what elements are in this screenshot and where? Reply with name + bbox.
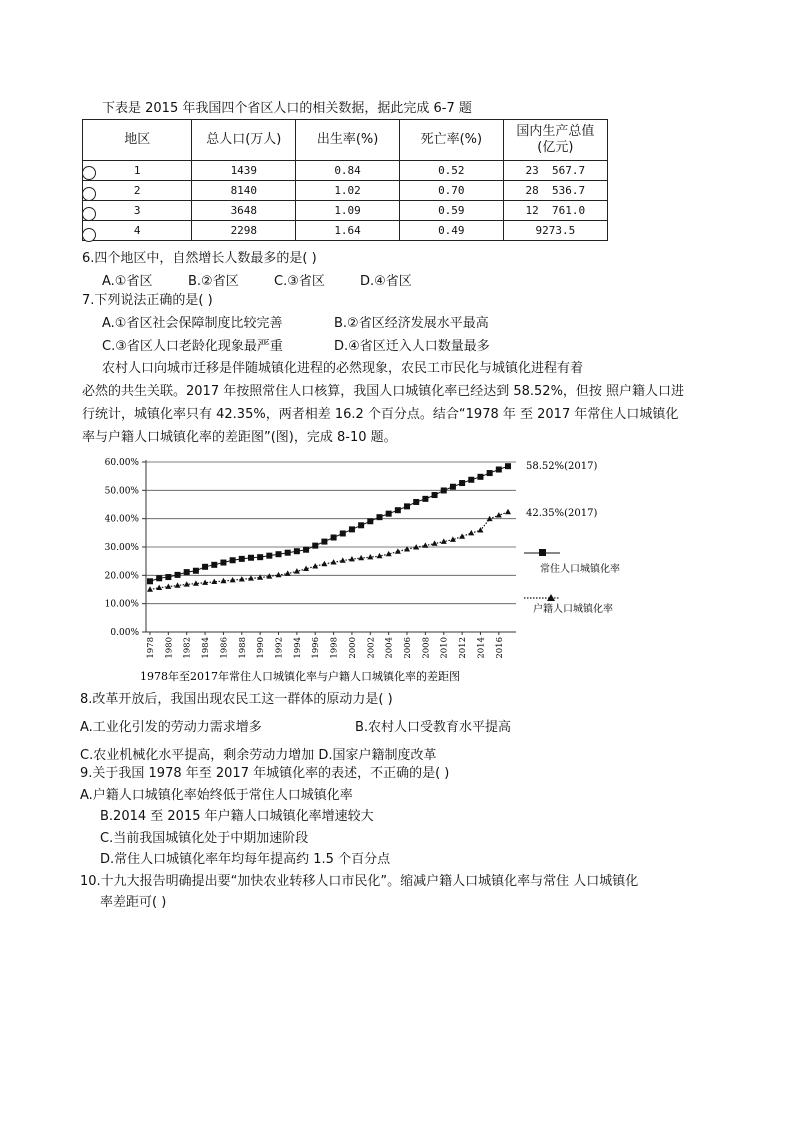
y-axis-ticks	[105, 458, 146, 638]
x-tick-label: 2016	[494, 637, 505, 659]
option-b[interactable]: B.2014 至 2015 年户籍人口城镇化率增速较大	[100, 809, 374, 824]
data-point-square	[340, 530, 346, 536]
x-tick-label: 1998	[329, 637, 340, 659]
data-point-square	[450, 484, 456, 490]
option-c[interactable]: C.③省区	[274, 274, 325, 289]
x-tick-label: 1984	[201, 637, 212, 659]
population-table	[82, 119, 608, 241]
x-tick-label: 2012	[458, 637, 469, 659]
question-stem: 7.下列说法正确的是( )	[82, 293, 213, 308]
data-point-square	[285, 550, 291, 556]
data-point-square	[239, 556, 245, 562]
passage-8-10	[82, 357, 684, 449]
question-7	[82, 289, 490, 358]
option-c[interactable]: C.当前我国城镇化处于中期加速阶段	[100, 830, 309, 846]
data-point-square	[395, 507, 401, 513]
annotation-2017-hukou: 42.35%(2017)	[526, 508, 598, 519]
x-tick-label: 1978	[146, 637, 156, 659]
x-tick-label: 1990	[256, 637, 267, 659]
data-point-square	[376, 514, 382, 520]
data-point-triangle	[175, 582, 181, 587]
cell-region: 1	[83, 161, 192, 181]
data-point-triangle	[340, 557, 346, 562]
question-stem: 10.十九大报告明确提出要“加快农业转移人口市民化”。缩减户籍人口城镇化率与常住 人口城镇化	[80, 874, 639, 889]
cell-birth-rate: 1.64	[296, 221, 400, 241]
passage-line: 必然的共生关联。2017 年按照常住人口核算，我国人口城镇化率已经达到 58.52%，但按 照户籍人口进	[82, 384, 685, 399]
data-point-square	[413, 499, 419, 505]
question-stem-cont: 率差距可( )	[100, 895, 167, 910]
table-row	[83, 221, 608, 241]
option-a[interactable]: A.①省区社会保障制度比较完善	[102, 316, 283, 331]
annotation-2017-resident: 58.52%(2017)	[526, 461, 598, 472]
x-tick-label: 2004	[384, 637, 395, 659]
x-tick-label: 2010	[439, 637, 450, 659]
x-tick-label: 1986	[219, 637, 230, 659]
chart-title: 1978年至2017年常住人口城镇化率与户籍人口城镇化率的差距图	[140, 670, 460, 683]
option-a[interactable]: A.工业化引发的劳动力需求增多	[80, 720, 262, 735]
passage-line: 率与户籍人口城镇化率的差距图”(图)，完成 8-10 题。	[82, 430, 397, 445]
option-d[interactable]: D.国家户籍制度改革	[318, 748, 437, 763]
data-point-square	[422, 496, 428, 502]
data-point-square	[312, 543, 318, 549]
data-point-triangle	[165, 583, 171, 588]
data-point-triangle	[147, 586, 153, 591]
data-point-square	[367, 518, 373, 524]
x-axis-ticks	[146, 632, 505, 659]
data-point-square	[303, 547, 309, 553]
y-tick-label: 60.00%	[104, 458, 139, 468]
y-tick-label: 30.00%	[104, 543, 139, 553]
data-point-triangle	[349, 556, 355, 561]
header-region: 地区	[83, 120, 192, 161]
header-death-rate: 死亡率(%)	[399, 120, 503, 161]
question-9	[80, 763, 449, 871]
data-point-square	[386, 511, 392, 517]
data-point-square	[147, 578, 153, 584]
data-point-triangle	[358, 555, 364, 560]
legend-marker-square	[539, 549, 546, 556]
cell-gdp: 28 536.7	[503, 181, 607, 201]
data-point-triangle	[248, 575, 254, 580]
option-b[interactable]: B.农村人口受教育水平提高	[355, 720, 512, 735]
data-point-square	[294, 548, 300, 554]
x-tick-label: 1980	[164, 637, 175, 659]
question-8	[80, 688, 511, 767]
data-point-square	[248, 555, 254, 561]
option-d[interactable]: D.④省区	[360, 274, 412, 289]
data-point-triangle	[468, 530, 474, 535]
row-marker-circle	[82, 207, 96, 221]
data-point-square	[404, 503, 410, 509]
y-tick-label: 50.00%	[104, 486, 139, 497]
data-point-square	[496, 467, 502, 473]
chart-series	[147, 463, 511, 592]
x-tick-label: 2000	[347, 637, 358, 659]
data-point-triangle	[432, 540, 438, 545]
row-marker-circle	[82, 228, 96, 242]
data-point-triangle	[321, 561, 327, 566]
option-c[interactable]: C.农业机械化水平提高，剩余劳动力增加	[80, 748, 315, 763]
option-b[interactable]: B.②省区	[188, 274, 239, 289]
cell-death-rate: 0.59	[399, 201, 503, 221]
urbanization-chart	[90, 452, 650, 687]
option-d[interactable]: D.常住人口城镇化率年均每年提高约 1.5 个百分点	[100, 852, 391, 867]
data-point-square	[349, 526, 355, 532]
y-tick-label: 0.00%	[110, 628, 139, 638]
row-marker-circle	[82, 166, 96, 180]
data-point-triangle	[285, 570, 291, 575]
data-point-square	[184, 569, 190, 575]
data-point-triangle	[266, 573, 272, 578]
data-point-square	[220, 560, 226, 566]
row-marker-circle	[82, 187, 96, 201]
data-point-triangle	[422, 542, 428, 547]
data-point-square	[468, 477, 474, 483]
data-point-triangle	[331, 559, 337, 564]
cell-death-rate: 0.52	[399, 161, 503, 181]
header-gdp: 国内生产总值 (亿元)	[503, 120, 607, 161]
x-tick-label: 2006	[403, 637, 414, 659]
y-tick-label: 10.00%	[104, 599, 139, 610]
data-point-square	[321, 539, 327, 545]
cell-death-rate: 0.70	[399, 181, 503, 201]
table-row	[83, 201, 608, 221]
cell-population: 2298	[192, 221, 296, 241]
data-point-square	[230, 557, 236, 563]
data-point-square	[441, 487, 447, 493]
question-stem: 8.改革开放后，我国出现农民工这一群体的原动力是( )	[80, 692, 393, 707]
question-stem: 9.关于我国 1978 年至 2017 年城镇化率的表述，不正确的是( )	[80, 766, 450, 781]
question-6	[82, 247, 412, 293]
data-point-square	[331, 535, 337, 541]
x-tick-label: 1992	[274, 637, 285, 659]
data-point-square	[459, 480, 465, 486]
option-a[interactable]: A.①省区	[102, 274, 153, 289]
cell-population: 1439	[192, 161, 296, 181]
x-tick-label: 1994	[292, 637, 303, 659]
x-tick-label: 2014	[476, 637, 487, 659]
x-tick-label: 1982	[182, 637, 193, 659]
data-point-square	[266, 553, 272, 559]
cell-population: 3648	[192, 201, 296, 221]
intro-6-7: 下表是 2015 年我国四个省区人口的相关数据，据此完成 6-7 题	[102, 101, 472, 116]
question-stem: 6.四个地区中，自然增长人数最多的是( )	[82, 251, 317, 266]
cell-gdp: 9273.5	[503, 221, 607, 241]
question-10	[80, 871, 638, 913]
option-d[interactable]: D.④省区迁入人口数量最多	[334, 339, 490, 354]
cell-region: 2	[83, 181, 192, 201]
data-point-square	[211, 562, 217, 568]
x-tick-label: 1988	[237, 637, 248, 659]
table-row	[83, 161, 608, 181]
x-tick-label: 2002	[366, 637, 377, 659]
data-point-triangle	[156, 585, 162, 590]
cell-birth-rate: 1.09	[296, 201, 400, 221]
option-a[interactable]: A.户籍人口城镇化率始终低于常住人口城镇化率	[80, 787, 353, 803]
cell-birth-rate: 0.84	[296, 161, 400, 181]
passage-line: 行统计，城镇化率只有 42.35%，两者相差 16.2 个百分点。结合“1978 年 至 2017 年常住人口城镇化	[82, 407, 679, 422]
option-b[interactable]: B.②省区经济发展水平最高	[334, 316, 489, 331]
data-point-square	[156, 575, 162, 581]
x-tick-label: 1996	[311, 637, 322, 659]
cell-death-rate: 0.49	[399, 221, 503, 241]
y-tick-label: 40.00%	[104, 514, 139, 525]
legend-label-resident: 常住人口城镇化率	[540, 564, 620, 575]
data-point-square	[487, 470, 493, 476]
table-header-row	[83, 120, 608, 161]
option-c[interactable]: C.③省区人口老龄化现象最严重	[102, 339, 283, 354]
table-row	[83, 181, 608, 201]
passage-line: 农村人口向城市迁移是伴随城镇化进程的必然现象，农民工市民化与城镇化进程有着	[102, 361, 584, 376]
cell-birth-rate: 1.02	[296, 181, 400, 201]
data-point-square	[175, 572, 181, 578]
cell-region: 3	[83, 201, 192, 221]
data-point-square	[276, 551, 282, 557]
data-point-triangle	[276, 572, 282, 577]
data-point-square	[477, 474, 483, 480]
cell-population: 8140	[192, 181, 296, 201]
data-point-triangle	[239, 576, 245, 581]
data-point-square	[432, 492, 438, 498]
data-point-square	[505, 463, 511, 469]
data-point-square	[202, 564, 208, 570]
cell-gdp: 23 567.7	[503, 161, 607, 181]
data-point-square	[257, 554, 263, 560]
data-point-square	[165, 574, 171, 580]
data-point-square	[193, 568, 199, 574]
x-tick-label: 2008	[421, 637, 432, 659]
data-point-triangle	[505, 509, 511, 514]
cell-gdp: 12 761.0	[503, 201, 607, 221]
data-point-square	[358, 522, 364, 528]
legend-label-hukou: 户籍人口城镇化率	[533, 604, 613, 615]
header-birth-rate: 出生率(%)	[296, 120, 400, 161]
legend	[524, 549, 620, 615]
y-tick-label: 20.00%	[104, 571, 139, 582]
series-line-hukou	[150, 512, 508, 589]
cell-region: 4	[83, 221, 192, 241]
header-population: 总人口(万人)	[192, 120, 296, 161]
